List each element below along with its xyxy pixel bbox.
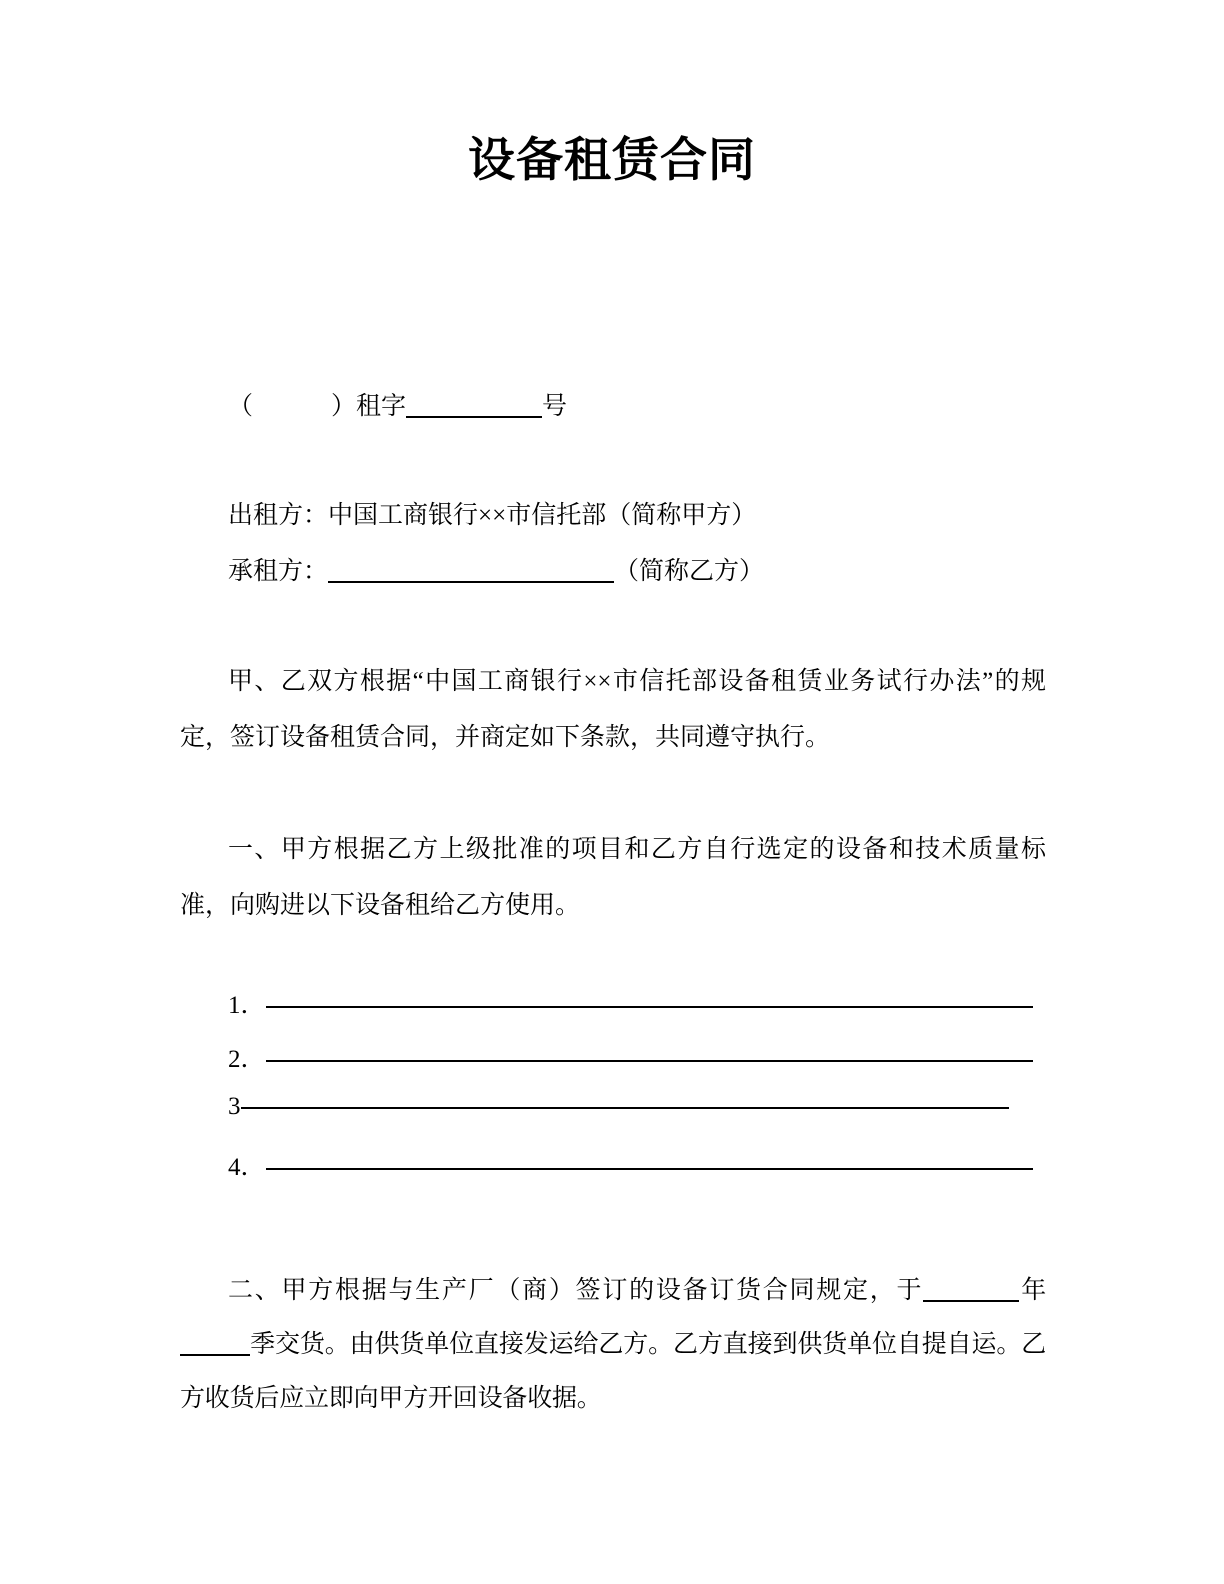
clause-two-text (180, 1264, 1046, 1426)
lessor-line (180, 502, 1046, 529)
contract-number-line (180, 393, 1046, 420)
delivery-year-label: 年 (1019, 1277, 1046, 1304)
equipment-blank-4[interactable] (266, 1168, 1033, 1170)
equipment-blank-3[interactable] (241, 1107, 1009, 1109)
contract-number-close-paren: ） (331, 393, 357, 420)
contract-number-suffix: 号 (542, 393, 568, 420)
lessee-line (180, 558, 1046, 585)
contract-number-open-paren: （ (228, 393, 254, 420)
list-item (228, 985, 1046, 1039)
preamble-paragraph (180, 654, 1046, 766)
preamble-text: 甲、乙双方根据“中国工商银行××市信托部设备租赁业务试行办法”的规定，签订设备租赁合同，并商定如下条款，共同遵守执行。 (180, 668, 1046, 751)
clause-two-lead: 二、甲方根据与生产厂（商）签订的设备订货合同规定，于 (228, 1277, 924, 1304)
equipment-list (228, 985, 1046, 1201)
list-item (228, 1039, 1046, 1093)
clause-one (180, 822, 1046, 934)
list-item (228, 1147, 1046, 1201)
clause-one-text: 一、甲方根据乙方上级批准的项目和乙方自行选定的设备和技术质量标准，向购进以下设备租给乙方使用。 (180, 836, 1046, 919)
list-item (228, 1093, 1046, 1147)
list-item-marker: 1． (228, 992, 266, 1019)
equipment-blank-1[interactable] (266, 1006, 1033, 1008)
lessee-name-blank[interactable] (328, 581, 614, 583)
delivery-year-blank[interactable] (923, 1300, 1019, 1302)
list-item-marker: 4． (228, 1154, 266, 1181)
lessor-label: 出租方： (228, 502, 329, 529)
lessee-label: 承租方： (228, 558, 329, 585)
clause-two (180, 1264, 1046, 1426)
contract-number-label: 租字 (356, 393, 407, 420)
contract-number-blank[interactable] (406, 416, 542, 418)
page-title: 设备租赁合同 (468, 133, 756, 188)
delivery-quarter-blank[interactable] (180, 1354, 250, 1356)
list-item-marker: 3 (228, 1093, 241, 1120)
equipment-blank-2[interactable] (266, 1060, 1033, 1062)
list-item-marker: 2． (228, 1046, 266, 1073)
lessor-name: 中国工商银行××市信托部（简称甲方） (328, 502, 757, 529)
lessee-suffix: （简称乙方） (614, 558, 765, 585)
clause-two-rest: 季交货。由供货单位直接发运给乙方。乙方直接到供货单位自提自运。乙方收货后应立即向甲方开回设备收据。 (180, 1331, 1046, 1412)
